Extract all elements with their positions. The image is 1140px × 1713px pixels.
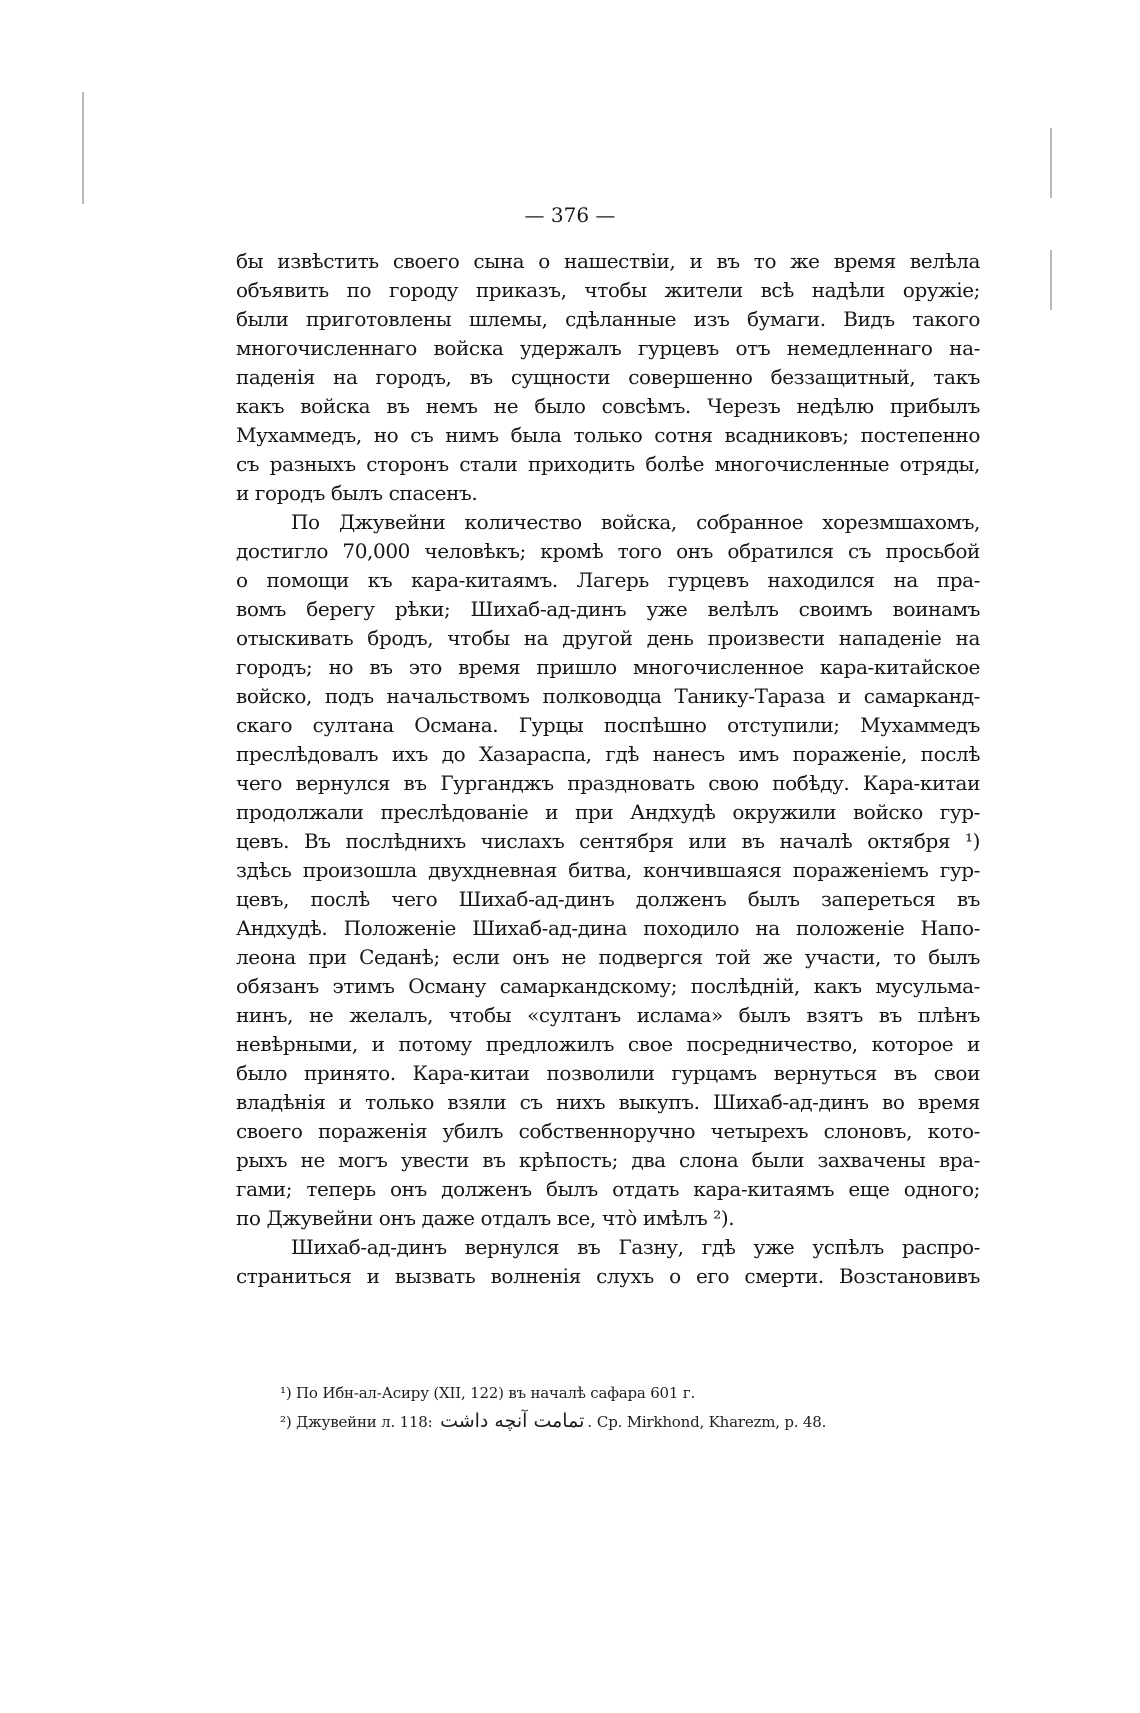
text-line: своего пораженія убилъ собственноручно четырехъ слоновъ, кото- xyxy=(236,1119,980,1143)
text-line: достигло 70,000 человѣкъ; кромѣ того онъ обратился съ просьбой xyxy=(236,539,980,563)
footnote-2 xyxy=(280,1407,980,1435)
text-line: войско, подъ начальствомъ полководца Танику-Тараза и самарканд- xyxy=(236,684,980,708)
text-line: обязанъ этимъ Осману самаркандскому; послѣдній, какъ мусульма- xyxy=(236,974,980,998)
text-line: были приготовлены шлемы, сдѣланные изъ бумаги. Видъ такого xyxy=(236,307,980,331)
text-line: страниться и вызвать волненія слухъ о его смерти. Возстановивъ xyxy=(236,1264,980,1288)
text-line: вомъ берегу рѣки; Шихаб-ад-динъ уже велѣлъ своимъ воинамъ xyxy=(236,597,980,621)
footnote-2-suffix: . Ср. Mirkhond, Kharezm, p. 48. xyxy=(587,1413,827,1431)
text-line: здѣсь произошла двухдневная битва, кончившаяся пораженіемъ гур- xyxy=(236,858,980,882)
body-text xyxy=(236,247,980,1291)
text-line: какъ войска въ немъ не было совсѣмъ. Черезъ недѣлю прибылъ xyxy=(236,394,980,418)
text-line: скаго султана Османа. Гурцы поспѣшно отступили; Мухаммедъ xyxy=(236,713,980,737)
text-line: цевъ, послѣ чего Шихаб-ад-динъ долженъ былъ запереться въ xyxy=(236,887,980,911)
text-line: Мухаммедъ, но съ нимъ была только сотня всадниковъ; постепенно xyxy=(236,423,980,447)
footnote-1: ¹) По Ибн-ал-Асиру (XII, 122) въ началѣ сафара 601 г. xyxy=(280,1384,696,1402)
footnotes xyxy=(280,1379,980,1435)
text-line: гами; теперь онъ долженъ былъ отдать кара-китаямъ еще одного; xyxy=(236,1177,980,1201)
scan-artifact-left xyxy=(82,92,84,204)
text-line: многочисленнаго войска удержалъ гурцевъ отъ немедленнаго на- xyxy=(236,336,980,360)
text-line: По Джувейни количество войска, собранное хорезмшахомъ, xyxy=(291,510,980,534)
footnote-2-prefix: ²) Джувейни л. 118: xyxy=(280,1413,433,1431)
text-line: по Джувейни онъ даже отдалъ все, что̀ имѣлъ ²). xyxy=(236,1206,735,1230)
text-line: было принято. Кара-китаи позволили гурцамъ вернуться въ свои xyxy=(236,1061,980,1085)
text-line: рыхъ не могъ увести въ крѣпость; два слона были захвачены вра- xyxy=(236,1148,980,1172)
text-line: продолжали преслѣдованіе и при Андхудѣ окружили войско гур- xyxy=(236,800,980,824)
text-line: невѣрными, и потому предложилъ свое посредничество, которое и xyxy=(236,1032,980,1056)
text-line: паденія на городъ, въ сущности совершенно беззащитный, такъ xyxy=(236,365,980,389)
text-line: Шихаб-ад-динъ вернулся въ Газну, гдѣ уже успѣлъ распро- xyxy=(291,1235,980,1259)
text-line: съ разныхъ сторонъ стали приходить болѣе многочисленные отряды, xyxy=(236,452,980,476)
text-line: и городъ былъ спасенъ. xyxy=(236,481,478,505)
text-line: владѣнія и только взяли съ нихъ выкупъ. Шихаб-ад-динъ во время xyxy=(236,1090,980,1114)
text-line: отыскивать бродъ, чтобы на другой день произвести нападеніе на xyxy=(236,626,980,650)
text-line: о помощи къ кара-китаямъ. Лагерь гурцевъ находился на пра- xyxy=(236,568,980,592)
text-line: чего вернулся въ Гурганджъ праздновать свою побѣду. Кара-китаи xyxy=(236,771,980,795)
text-line: городъ; но въ это время пришло многочисленное кара-китайское xyxy=(236,655,980,679)
text-line: Андхудѣ. Положеніе Шихаб-ад-дина походило на положеніе Напо- xyxy=(236,916,980,940)
text-line: объявить по городу приказъ, чтобы жители всѣ надѣли оружіе; xyxy=(236,278,980,302)
scan-artifact-right xyxy=(1050,128,1052,198)
footnote-2-arabic: تمامت آنچه داشت xyxy=(440,1410,585,1432)
text-line: нинъ, не желалъ, чтобы «султанъ ислама» былъ взятъ въ плѣнъ xyxy=(236,1003,980,1027)
text-line: цевъ. Въ послѣднихъ числахъ сентября или въ началѣ октября ¹) xyxy=(236,829,980,853)
text-line: леона при Седанѣ; если онъ не подвергся той же участи, то былъ xyxy=(236,945,980,969)
scan-artifact-right-lower xyxy=(1050,250,1052,310)
text-line: преслѣдовалъ ихъ до Хазараспа, гдѣ нанесъ имъ пораженіе, послѣ xyxy=(236,742,980,766)
page-number: — 376 — xyxy=(524,203,616,227)
text-line: бы извѣстить своего сына о нашествіи, и въ то же время велѣла xyxy=(236,249,980,273)
